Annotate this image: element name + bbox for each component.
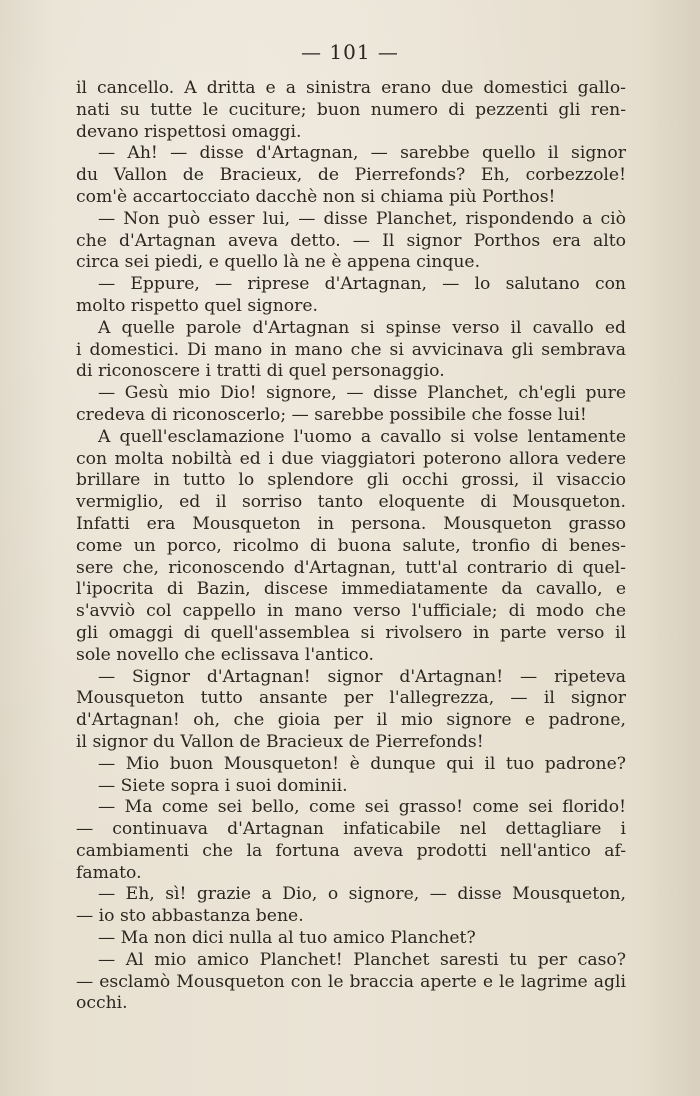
- text-line: di riconoscere i tratti di quel personaggio.: [76, 361, 445, 382]
- text-line: — io sto abbastanza bene.: [76, 906, 304, 927]
- text-line: gli omaggi di quell'assemblea si rivolsero in parte verso il: [76, 622, 626, 643]
- text-line: — Ma come sei bello, come sei grasso! come sei florido!: [98, 797, 626, 818]
- text-line: — Eh, sì! grazie a Dio, o signore, — disse Mousqueton,: [98, 884, 626, 905]
- text-line: sere che, riconoscendo d'Artagnan, tutt'al contrario di quel-: [76, 557, 626, 578]
- text-line: A quell'esclamazione l'uomo a cavallo si volse lentamente: [98, 426, 626, 447]
- text-line: con molta nobiltà ed i due viaggiatori poterono allora vedere: [76, 448, 626, 469]
- text-line: s'avviò col cappello in mano verso l'ufficiale; di modo che: [76, 601, 626, 622]
- text-line: Infatti era Mousqueton in persona. Mousqueton grasso: [76, 513, 626, 534]
- text-line: — Ma non dici nulla al tuo amico Planchet?: [98, 928, 476, 949]
- text-line: com'è accartocciato dacchè non si chiama più Porthos!: [76, 186, 556, 207]
- text-line: l'ipocrita di Bazin, discese immediatamente da cavallo, e: [76, 579, 626, 600]
- text-line: du Vallon de Bracieux, de Pierrefonds? Eh, corbezzole!: [76, 165, 626, 186]
- text-line: vermiglio, ed il sorriso tanto eloquente di Mousqueton.: [76, 492, 626, 513]
- text-line: circa sei piedi, e quello là ne è appena cinque.: [76, 252, 481, 273]
- text-line: — Ah! — disse d'Artagnan, — sarebbe quello il signor: [98, 143, 626, 164]
- text-line: credeva di riconoscerlo; — sarebbe possibile che fosse lui!: [76, 404, 587, 425]
- text-line: che d'Artagnan aveva detto. — Il signor Porthos era alto: [76, 230, 626, 251]
- text-line: i domestici. Di mano in mano che si avvicinava gli sembrava: [76, 339, 626, 360]
- text-line: il signor du Vallon de Bracieux de Pierrefonds!: [76, 731, 484, 752]
- text-line: nati su tutte le cuciture; buon numero di pezzenti gli ren-: [76, 99, 626, 120]
- text-line: — esclamò Mousqueton con le braccia aperte e le lagrime agli: [76, 971, 626, 992]
- text-line: — Gesù mio Dio! signore, — disse Planchet, ch'egli pure: [98, 383, 626, 404]
- text-line: devano rispettosi omaggi.: [76, 121, 302, 142]
- text-line: — continuava d'Artagnan infaticabile nel dettagliare i: [76, 819, 626, 840]
- text-line: — Siete sopra i suoi dominii.: [98, 775, 348, 796]
- text-line: — Al mio amico Planchet! Planchet saresti tu per caso?: [98, 949, 626, 970]
- text-line: — Non può esser lui, — disse Planchet, rispondendo a ciò: [98, 208, 626, 229]
- text-line: brillare in tutto lo splendore gli occhi grossi, il visaccio: [76, 470, 626, 491]
- text-line: — Signor d'Artagnan! signor d'Artagnan! — ripeteva: [98, 666, 626, 687]
- body-text: [76, 78, 626, 1015]
- text-line: A quelle parole d'Artagnan si spinse verso il cavallo ed: [98, 317, 626, 338]
- text-line: d'Artagnan! oh, che gioia per il mio signore e padrone,: [76, 710, 626, 731]
- text-line: molto rispetto quel signore.: [76, 295, 318, 316]
- text-line: sole novello che eclissava l'antico.: [76, 644, 374, 665]
- text-line: cambiamenti che la fortuna aveva prodotti nell'antico af-: [76, 840, 626, 861]
- text-line: il cancello. A dritta e a sinistra erano due domestici gallo-: [76, 78, 626, 98]
- text-line: — Eppure, — riprese d'Artagnan, — lo salutano con: [98, 274, 626, 295]
- text-line: occhi.: [76, 993, 128, 1014]
- text-line: famato.: [76, 862, 142, 883]
- text-line: come un porco, ricolmo di buona salute, tronfio di benes-: [76, 535, 626, 556]
- page-number: — 101 —: [301, 40, 399, 64]
- text-line: Mousqueton tutto ansante per l'allegrezza, — il signor: [76, 688, 626, 709]
- text-line: — Mio buon Mousqueton! è dunque qui il tuo padrone?: [98, 753, 626, 774]
